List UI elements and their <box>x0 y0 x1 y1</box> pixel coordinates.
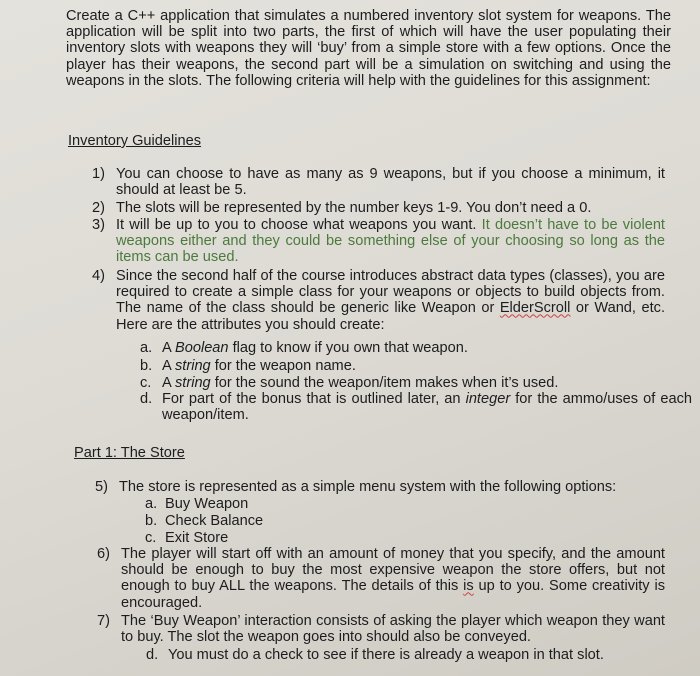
list-number: 3) <box>92 217 105 233</box>
list-letter: d. <box>140 391 153 407</box>
list-text: You can choose to have as many as 9 weapons, but if you choose a minimum, it should at least be 5. <box>116 166 665 199</box>
list-item <box>92 200 665 217</box>
list-item <box>92 268 665 336</box>
list-number: 1) <box>92 166 105 182</box>
sub-list-item: b. A string for the weapon name. <box>140 358 356 374</box>
list-item <box>97 613 665 647</box>
sub-list-item: c. A string for the sound the weapon/item makes when it’s used. <box>140 375 559 391</box>
intro-paragraph <box>66 8 671 89</box>
sub-list-item: a. Buy Weapon <box>145 496 249 512</box>
list-text: The player will start off with an amount of money that you specify, and the amount should be enough to buy the most expensive weapon the store offers, but not enough to buy ALL the weapons. The details of this is up to you. Some creativity is encouraged. <box>121 546 665 611</box>
sub-list-item: a. A Boolean flag to know if you own that weapon. <box>140 340 468 356</box>
sub-list-item: c. Exit Store <box>145 530 229 546</box>
intro-text: Create a C++ application that simulates a numbered inventory slot system for weapons. The application will be split into two parts, the first of which will have the user populating their inventory slots with weapons they will ‘buy’ from a simple store with a few options. Once the player has their weapons, the second part will be a simulation on switching and using the weapons in the slots. The following criteria will help with the guidelines for this assignment: <box>66 8 671 89</box>
list-number: 5) <box>95 479 108 495</box>
spellcheck-flagged-word: is <box>463 578 474 595</box>
list-letter: c. <box>145 530 157 546</box>
list-text: Since the second half of the course introduces abstract data types (classes), you are required to create a simple class for your weapons or objects to build objects from. The name of the class should be generic like Weapon or ElderScroll or Wand, etc. Here are the attributes you should create: <box>116 268 665 333</box>
list-text: It will be up to you to choose what weapons you want. It doesn’t have to be violent weapons either and they could be something else of your choosing so long as the items can be used. <box>116 217 665 266</box>
list-letter: a. <box>140 340 153 356</box>
sub-list-item: d. You must do a check to see if there is already a weapon in that slot. <box>146 647 604 663</box>
list-number: 4) <box>92 268 105 284</box>
list-text: The slots will be represented by the number keys 1-9. You don’t need a 0. <box>116 200 592 216</box>
sub-list-item: b. Check Balance <box>145 513 264 529</box>
spellcheck-flagged-word: ElderScroll <box>499 300 571 317</box>
list-item <box>92 166 665 200</box>
list-text: The ‘Buy Weapon’ interaction consists of asking the player which weapon they want to buy. The slot the weapon goes into should also be conveyed. <box>121 613 665 646</box>
list-letter: c. <box>140 375 152 391</box>
inventory-guidelines-heading: Inventory Guidelines <box>68 133 202 149</box>
list-number: 7) <box>97 613 110 629</box>
part1-heading: Part 1: The Store <box>74 445 185 461</box>
list-item <box>97 546 665 614</box>
list-text: The store is represented as a simple menu system with the following options: <box>119 479 617 495</box>
list-letter: a. <box>145 496 158 512</box>
list-number: 2) <box>92 200 105 216</box>
sub-list-item: d. For part of the bonus that is outlined later, an integer for the ammo/uses of each weapon/item. <box>140 391 692 424</box>
highlighted-text: It doesn’t have to be violent weapons either and they could be something else of your choosing so long as the items can be used. <box>116 217 665 266</box>
list-letter: b. <box>145 513 158 529</box>
list-item <box>95 479 665 496</box>
list-letter: d. <box>146 647 159 663</box>
list-item <box>92 217 665 269</box>
list-number: 6) <box>97 546 110 562</box>
list-letter: b. <box>140 358 153 374</box>
